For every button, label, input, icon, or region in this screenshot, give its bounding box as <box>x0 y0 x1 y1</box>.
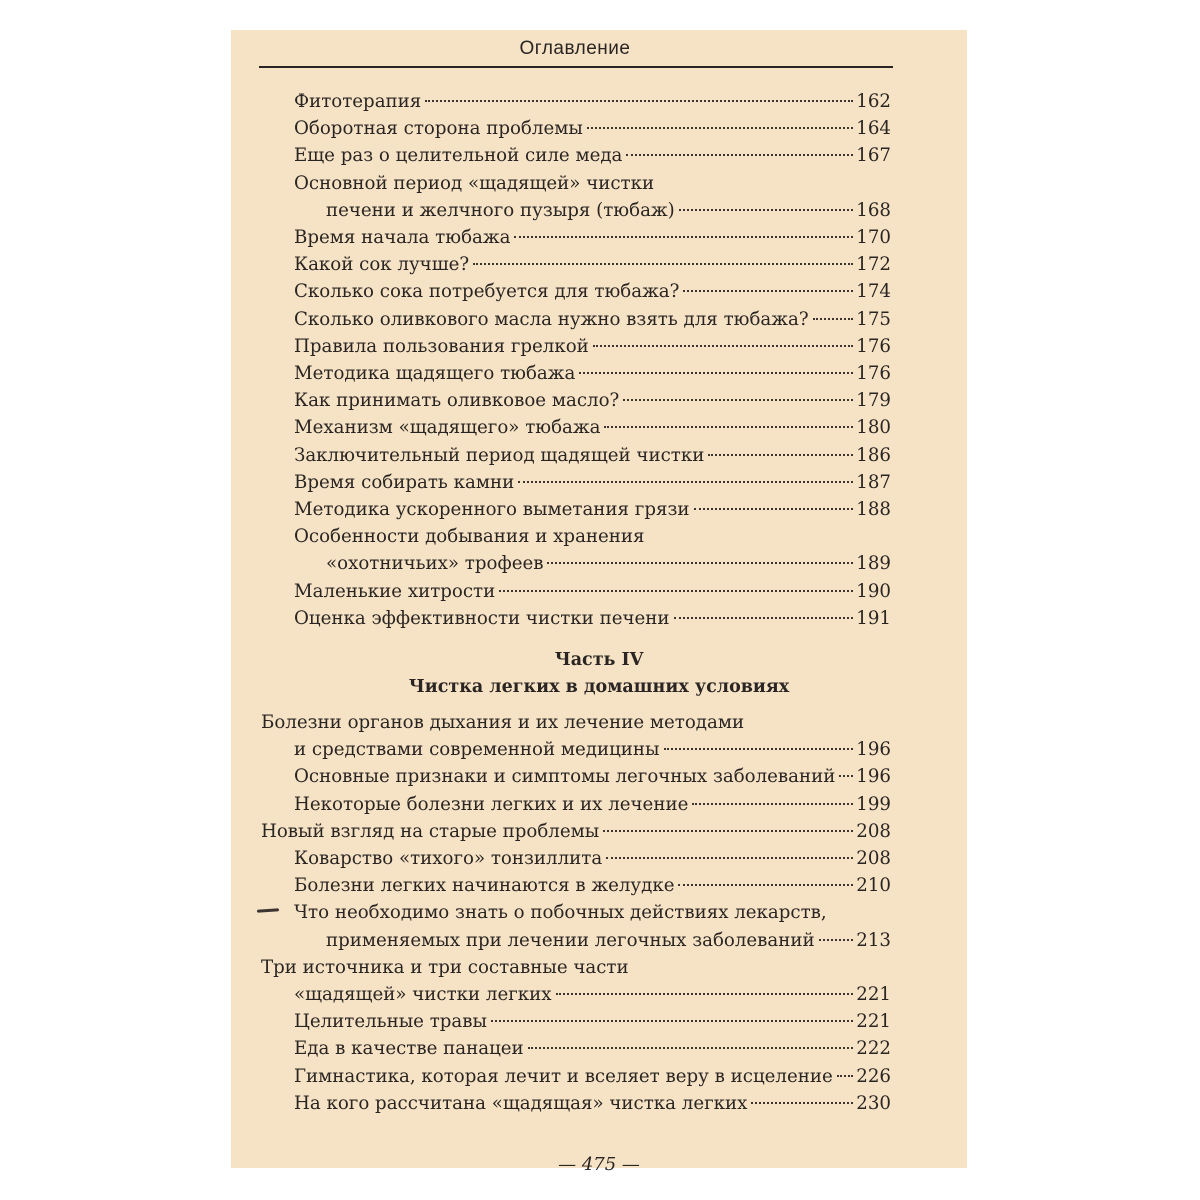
toc-entry-title: Механизм «щадящего» тюбажа <box>294 417 601 439</box>
dot-leader <box>674 617 854 619</box>
dot-leader <box>425 100 853 102</box>
dot-leader <box>692 803 853 805</box>
toc-entry-page: 188 <box>856 499 891 520</box>
toc-entry-page: 172 <box>856 254 891 276</box>
toc-entry-title: Основные признаки и симптомы легочных заболеваний <box>294 766 836 788</box>
toc-entry <box>294 442 891 469</box>
dot-leader <box>593 345 853 347</box>
toc-entry-title: Оборотная сторона проблемы <box>294 118 583 140</box>
toc-entry-title: Время начала тюбажа <box>294 227 511 248</box>
toc-entry <box>294 360 891 387</box>
toc-entry <box>294 1035 891 1062</box>
dot-leader <box>679 209 854 211</box>
dot-leader <box>694 508 854 510</box>
toc-entry <box>294 88 891 115</box>
toc-entry-title: Особенности добывания и хранения <box>294 526 645 548</box>
table-of-contents <box>231 30 967 1168</box>
toc-entry-page: 164 <box>856 118 891 140</box>
toc-entry <box>294 251 891 278</box>
toc-entry <box>294 899 891 926</box>
toc-entry-title: Целительные травы <box>294 1011 487 1033</box>
toc-entry-page: 168 <box>856 199 891 221</box>
toc-entry <box>261 818 891 845</box>
toc-entry-title: Некоторые болезни легких и их лечение <box>294 793 689 815</box>
toc-entry <box>261 709 891 736</box>
toc-entry <box>294 306 891 333</box>
toc-entry-title: «охотничьих» трофеев <box>326 553 544 575</box>
dot-leader <box>683 290 853 292</box>
toc-entry-page: 196 <box>856 766 891 788</box>
dot-leader <box>606 857 853 859</box>
toc-entry-title: Какой сок лучше? <box>294 254 470 276</box>
toc-entry-title: «щадящей» чистки легких <box>294 984 552 1005</box>
toc-entry-page: 190 <box>856 580 891 602</box>
toc-entry-title: Фитотерапия <box>294 91 422 112</box>
part-label: Часть IV <box>554 650 644 670</box>
dot-leader <box>604 426 853 428</box>
toc-entry <box>261 954 891 981</box>
toc-entry <box>294 523 891 550</box>
toc-entry <box>294 333 891 360</box>
dot-leader <box>528 1047 854 1049</box>
toc-entry-page: 189 <box>856 553 891 575</box>
toc-entry-title: печени и желчного пузыря (тюбаж) <box>326 199 675 221</box>
dot-leader <box>839 775 853 777</box>
dot-leader <box>623 399 853 401</box>
toc-entry-page: 180 <box>856 417 891 439</box>
page-number: — 475 — <box>558 1154 640 1175</box>
book-page <box>231 30 967 1175</box>
dot-leader <box>473 263 853 265</box>
toc-entry-title: Как принимать оливковое масло? <box>294 390 620 412</box>
toc-entry-page: 208 <box>856 820 891 842</box>
dot-leader <box>678 884 853 886</box>
dot-leader <box>514 236 853 238</box>
dot-leader <box>626 154 853 156</box>
running-header: Оглавление <box>519 38 631 59</box>
dot-leader <box>664 748 854 750</box>
toc-entry-page: 176 <box>856 363 891 384</box>
toc-entry-title: и средствами современной медицины <box>294 739 660 761</box>
dot-leader <box>518 481 853 483</box>
toc-entry-page: 222 <box>856 1038 891 1060</box>
toc-entry <box>294 1008 891 1035</box>
toc-entry-title: Методика ускоренного выметания грязи <box>294 499 690 520</box>
toc-entry-title: Маленькие хитрости <box>294 580 496 602</box>
dot-leader <box>837 1075 854 1077</box>
toc-entry-page: 174 <box>856 281 891 303</box>
toc-entry-page: 167 <box>856 145 891 167</box>
dot-leader <box>547 562 853 564</box>
toc-entry-page: 175 <box>856 308 891 330</box>
toc-entry-page: 213 <box>856 929 891 951</box>
toc-entry-page: 191 <box>856 607 891 629</box>
toc-entry <box>294 469 891 496</box>
dot-leader <box>751 1102 853 1104</box>
toc-entry-page: 208 <box>856 848 891 869</box>
toc-entry-title: Коварство «тихого» тонзиллита <box>294 848 603 869</box>
toc-entry-title: Еда в качестве панацеи <box>294 1038 524 1060</box>
toc-entry-title: Заключительный период щадящей чистки <box>294 444 705 466</box>
toc-entry <box>294 605 891 632</box>
toc-entry-title: Гимнастика, которая лечит и вселяет веру в исцеление <box>294 1065 833 1087</box>
toc-entry-page: 196 <box>856 739 891 761</box>
toc-entry <box>294 170 891 197</box>
toc-entry <box>294 1090 891 1117</box>
toc-entry <box>294 115 891 142</box>
toc-entry <box>294 1063 891 1090</box>
toc-entry-title: Болезни легких начинаются в желудке <box>294 875 675 897</box>
toc-entry-title: Сколько сока потребуется для тюбажа? <box>294 281 680 303</box>
toc-entry-title: Время собирать камни <box>294 471 515 493</box>
toc-entry-page: 186 <box>856 444 891 466</box>
toc-entry <box>294 142 891 169</box>
toc-entry <box>326 197 891 224</box>
toc-entry-page: 179 <box>856 390 891 412</box>
toc-entry-title: Правила пользования грелкой <box>294 335 589 357</box>
toc-entry-page: 226 <box>856 1065 891 1087</box>
dot-leader <box>813 318 854 320</box>
toc-entry-page: 187 <box>856 471 891 493</box>
toc-entry <box>294 736 891 763</box>
toc-entry-page: 199 <box>856 793 891 815</box>
toc-entry <box>326 927 891 954</box>
toc-entry-title: Основной период «щадящей» чистки <box>294 172 655 194</box>
toc-entry <box>294 872 891 899</box>
dot-leader <box>708 454 853 456</box>
toc-entry <box>294 224 891 251</box>
dot-leader <box>579 372 853 374</box>
toc-entry <box>294 278 891 305</box>
toc-entry-title: Что необходимо знать о побочных действиях лекарств, <box>294 902 827 924</box>
toc-entry-title: применяемых при лечении легочных заболеваний <box>326 929 815 951</box>
toc-entry <box>294 387 891 414</box>
toc-entry <box>294 981 891 1008</box>
dot-leader <box>587 127 853 129</box>
toc-entry-title: На кого рассчитана «щадящая» чистка легких <box>294 1092 748 1114</box>
toc-entry-page: 162 <box>856 91 891 112</box>
toc-entry <box>294 496 891 523</box>
toc-entry-title: Три источника и три составные части <box>261 956 629 978</box>
toc-entry-title: Болезни органов дыхания и их лечение методами <box>261 712 745 733</box>
toc-entry <box>294 414 891 441</box>
dot-leader <box>491 1020 853 1022</box>
dot-leader <box>819 939 854 941</box>
dot-leader <box>603 830 853 832</box>
toc-entry <box>294 578 891 605</box>
toc-entry-title: Методика щадящего тюбажа <box>294 363 576 384</box>
toc-entry-title: Еще раз о целительной силе меда <box>294 145 623 167</box>
toc-entry-title: Новый взгляд на старые проблемы <box>261 820 600 842</box>
part-title: Чистка легких в домашних условиях <box>408 677 790 697</box>
toc-entry <box>294 791 891 818</box>
dot-leader <box>556 993 854 995</box>
toc-entry-page: 221 <box>856 1011 891 1033</box>
toc-entry <box>294 763 891 790</box>
toc-entry-page: 176 <box>856 335 891 357</box>
toc-entry-page: 210 <box>856 875 891 897</box>
dot-leader <box>499 590 853 592</box>
toc-entry-title: Оценка эффективности чистки печени <box>294 607 670 629</box>
toc-entry-page: 170 <box>856 227 891 248</box>
toc-entry-page: 221 <box>856 984 891 1005</box>
toc-entry <box>294 845 891 872</box>
toc-entry <box>326 550 891 577</box>
toc-entry-title: Сколько оливкового масла нужно взять для тюбажа? <box>294 308 809 330</box>
toc-entry-page: 230 <box>856 1092 891 1114</box>
